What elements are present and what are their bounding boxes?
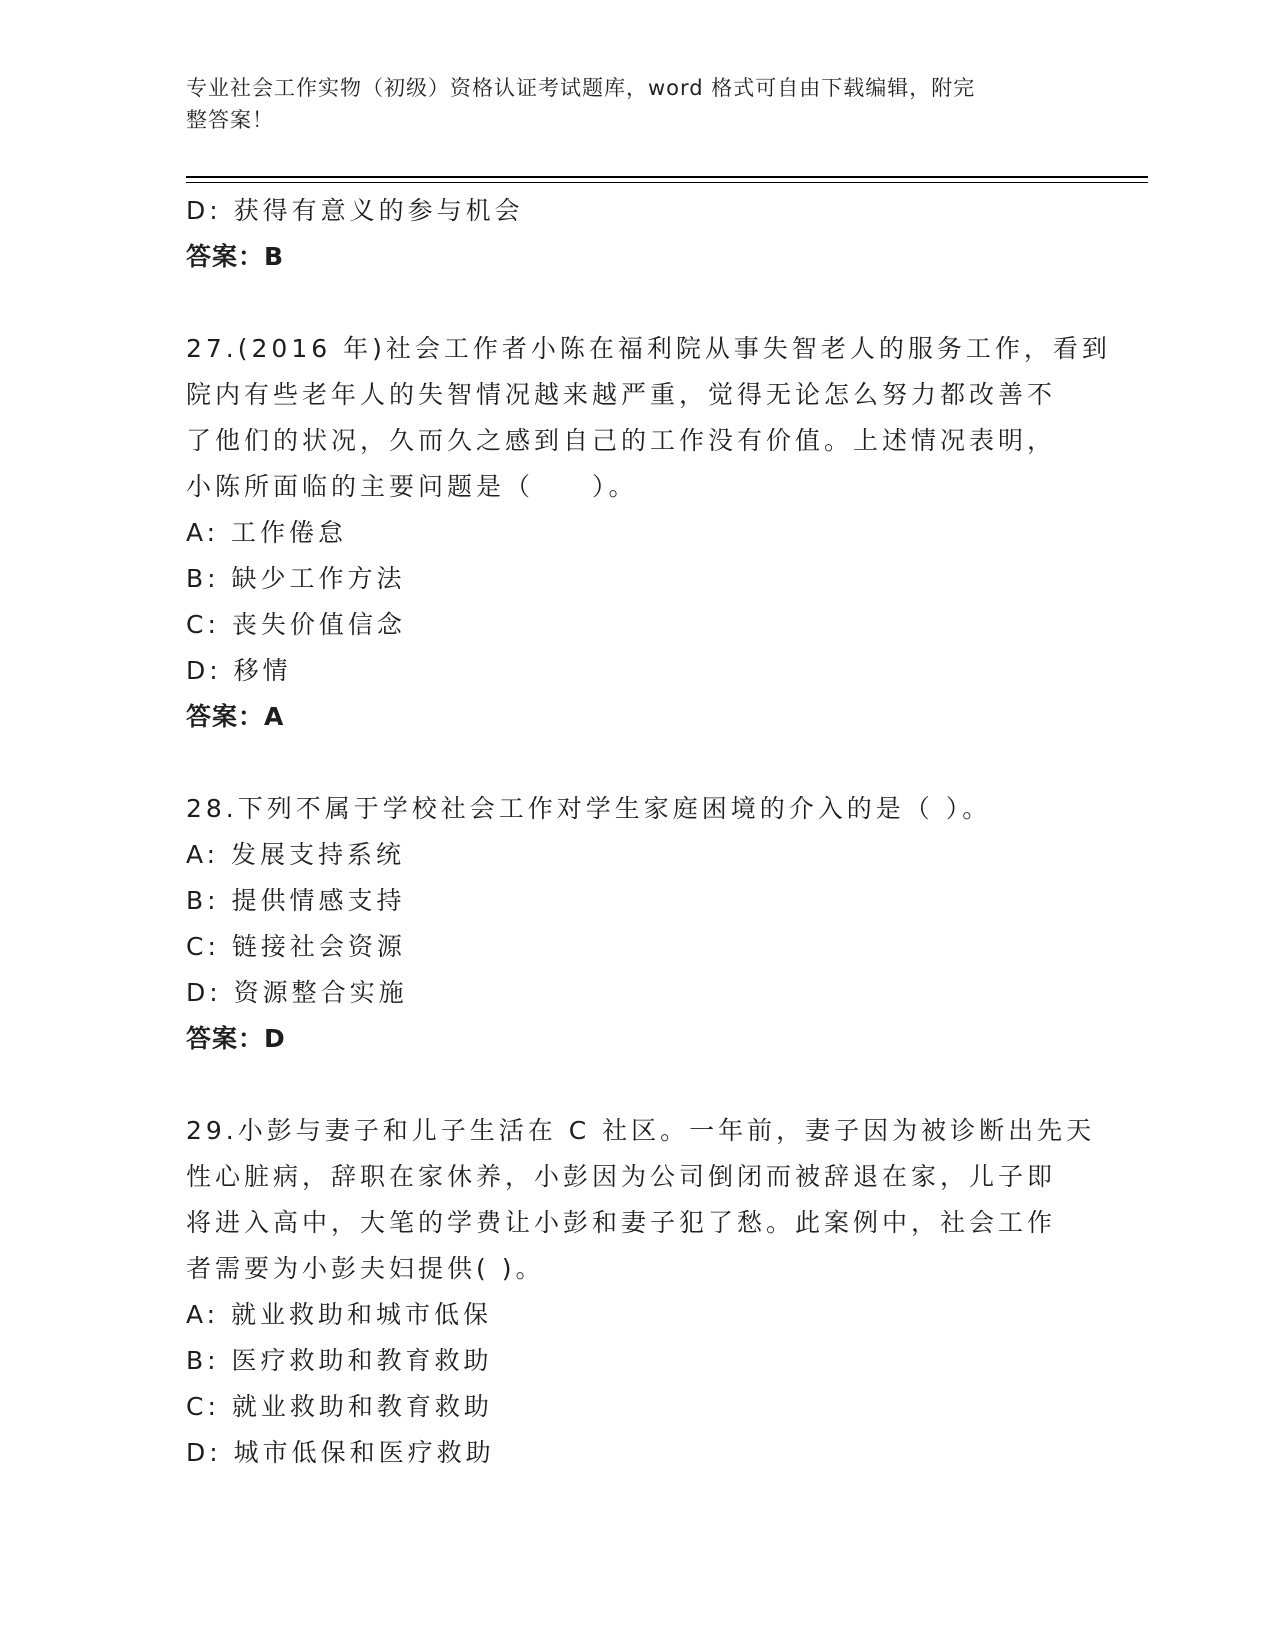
option-d: D: 获得有意义的参与机会 [186,196,524,225]
question-29 [186,1108,1096,1476]
option-d: D: 资源整合实施 [186,978,408,1007]
option-c: C: 链接社会资源 [186,932,406,961]
question-text-line: 27.(2016 年)社会工作者小陈在福利院从事失智老人的服务工作，看到 [186,334,1111,363]
header-divider-thick [186,176,1148,178]
spacer [186,280,1086,326]
spacer [186,1062,1086,1108]
question-28 [186,786,1086,1062]
question-27 [186,326,1111,740]
option-b: B: 医疗救助和教育救助 [186,1346,493,1375]
question-text-line: 将进入高中，大笔的学费让小彭和妻子犯了愁。此案例中，社会工作 [186,1208,1057,1237]
question-text-line: 了他们的状况，久而久之感到自己的工作没有价值。上述情况表明， [186,426,1057,455]
question-text-line: 院内有些老年人的失智情况越来越严重，觉得无论怎么努力都改善不 [186,380,1057,409]
document-body [186,188,1111,1476]
option-b: B: 提供情感支持 [186,886,406,915]
header-line: 整答案！ [186,108,274,132]
option-a: A: 发展支持系统 [186,840,406,869]
option-a: A: 工作倦怠 [186,518,348,547]
option-b: B: 缺少工作方法 [186,564,406,593]
question-text-line: 小陈所面临的主要问题是（ ）。 [186,472,638,501]
option-c: C: 丧失价值信念 [186,610,406,639]
question-text-line: 者需要为小彭夫妇提供( )。 [186,1254,545,1283]
question-text-line: 28.下列不属于学校社会工作对学生家庭困境的介入的是（ ）。 [186,794,992,823]
header-divider-thin [186,182,1148,183]
option-d: D: 移情 [186,656,292,685]
header-line: 专业社会工作实物（初级）资格认证考试题库，word 格式可自由下载编辑，附完 [186,76,976,100]
document-header [186,72,1066,136]
question-text-line: 性心脏病，辞职在家休养，小彭因为公司倒闭而被辞退在家，儿子即 [186,1162,1057,1191]
answer-line: 答案：D [186,1024,286,1053]
option-a: A: 就业救助和城市低保 [186,1300,493,1329]
answer-line: 答案：B [186,242,285,271]
question-text-line: 29.小彭与妻子和儿子生活在 C 社区。一年前，妻子因为被诊断出先天 [186,1116,1096,1145]
question-26-tail [186,188,1086,280]
option-c: C: 就业救助和教育救助 [186,1392,493,1421]
answer-line: 答案：A [186,702,285,731]
option-d: D: 城市低保和医疗救助 [186,1438,495,1467]
spacer [186,740,1086,786]
